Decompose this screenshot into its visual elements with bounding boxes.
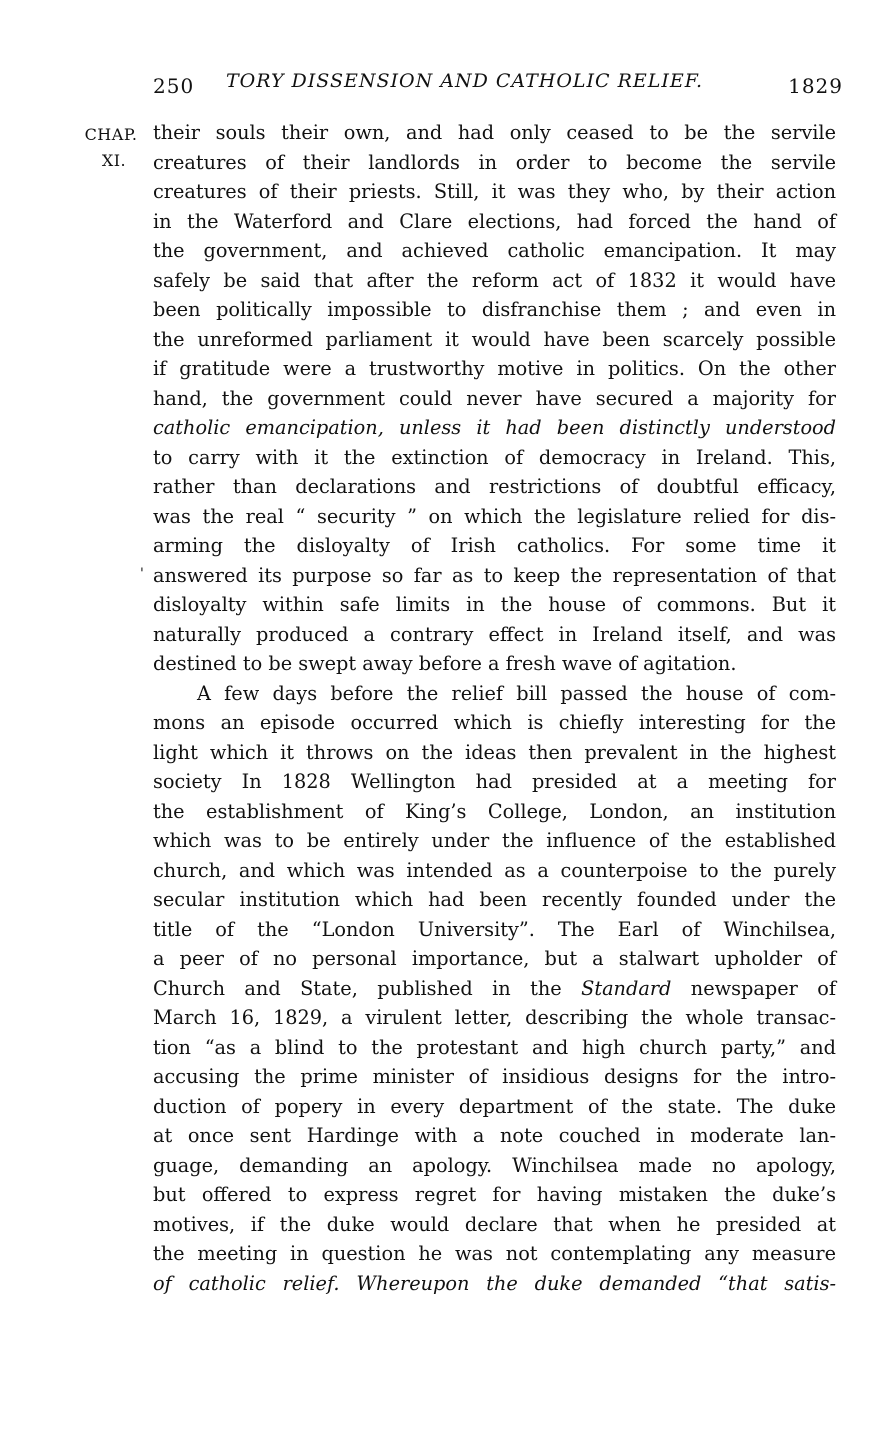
text-line: title of the “London University”. The Earl of Winchilsea, — [153, 917, 836, 941]
text-line: mons an episode occurred which is chiefly interesting for the — [153, 711, 836, 734]
text-line: light which it throws on the ideas then prevalent in the highest — [153, 740, 836, 764]
running-title: TORY DISSENSION AND CATHOLIC RELIEF. — [226, 70, 704, 92]
text-line: arming the disloyalty of Irish catholics. For some time it — [153, 534, 836, 557]
text-line: answered its purpose so far as to keep the representation of that — [153, 563, 836, 587]
text-line: the government, and achieved catholic emancipation. It may — [153, 239, 836, 262]
text-line: March 16, 1829, a virulent letter, describing the whole transac- — [153, 1006, 836, 1029]
text-line: guage, demanding an apology. Winchilsea made no apology, — [153, 1153, 836, 1177]
text-line: the meeting in question he was not contemplating any measure — [153, 1242, 836, 1265]
text-line: if gratitude were a trustworthy motive in politics. On the other — [153, 357, 836, 380]
running-header — [153, 70, 843, 106]
text-line: tion “as a blind to the protestant and high church party,” and — [153, 1035, 836, 1059]
text-line: catholic emancipation, unless it had been distinctly understood — [153, 416, 836, 439]
text-line: but offered to express regret for having mistaken the duke’s — [153, 1183, 836, 1206]
text-line: rather than declarations and restrictions of doubtful efficacy, — [153, 475, 836, 498]
text-line: at once sent Hardinge with a note couched in moderate lan- — [153, 1124, 836, 1147]
text-line-mixed — [153, 974, 836, 1004]
text-line: disloyalty within safe limits in the house of commons. But it — [153, 593, 836, 616]
stray-mark: ' — [140, 566, 144, 582]
chap-number: XI. — [101, 151, 127, 170]
paragraph-1 — [153, 118, 836, 679]
text-line: hand, the government could never have secured a majority for — [153, 386, 836, 410]
text-line: which was to be entirely under the influence of the established — [153, 829, 836, 852]
text-line: creatures of their landlords in order to become the servile — [153, 150, 836, 174]
newspaper-title: Standard — [581, 976, 672, 1000]
header-year: 1829 — [788, 74, 843, 98]
text-line: church, and which was intended as a counterpoise to the purely — [153, 858, 836, 882]
text-line: the establishment of King’s College, London, an institution — [153, 799, 836, 823]
text-line: been politically impossible to disfranchise them ; and even in — [153, 298, 836, 321]
text-line: destined to be swept away before a fresh wave of agitation. — [153, 652, 737, 675]
text-line: accusing the prime minister of insidious designs for the intro- — [153, 1065, 836, 1088]
text-line: safely be said that after the reform act of 1832 it would have — [153, 268, 836, 292]
text-line: a peer of no personal importance, but a stalwart upholder of — [153, 947, 836, 970]
text-line: society In 1828 Wellington had presided at a meeting for — [153, 770, 836, 793]
page-number: 250 — [153, 74, 195, 98]
text-line: secular institution which had been recently founded under the — [153, 888, 836, 911]
paragraph-2 — [153, 679, 836, 1299]
text-line: their souls their own, and had only ceased to be the servile — [153, 121, 836, 144]
text-line: the unreformed parliament it would have been scarcely possible — [153, 327, 836, 351]
text-line: of catholic relief. Whereupon the duke demanded “that satis- — [153, 1271, 836, 1295]
text-line: in the Waterford and Clare elections, had forced the hand of — [153, 209, 836, 233]
chap-label: CHAP. — [84, 125, 138, 144]
text-line: A few days before the relief bill passed the house of com- — [197, 681, 836, 705]
text-line: naturally produced a contrary effect in Ireland itself, and was — [153, 622, 836, 646]
text-line: creatures of their priests. Still, it was they who, by their action — [153, 180, 836, 203]
text-line: motives, if the duke would declare that when he presided at — [153, 1212, 836, 1236]
text-fragment: Church and State, published in the — [153, 976, 562, 1000]
page-body — [153, 118, 836, 1298]
text-line: was the real “ security ” on which the legislature relied for dis- — [153, 504, 836, 528]
text-line: to carry with it the extinction of democracy in Ireland. This, — [153, 445, 836, 469]
chapter-marginal-label — [72, 122, 150, 174]
text-fragment: newspaper of — [690, 976, 836, 1000]
text-line: duction of popery in every department of the state. The duke — [153, 1094, 836, 1118]
